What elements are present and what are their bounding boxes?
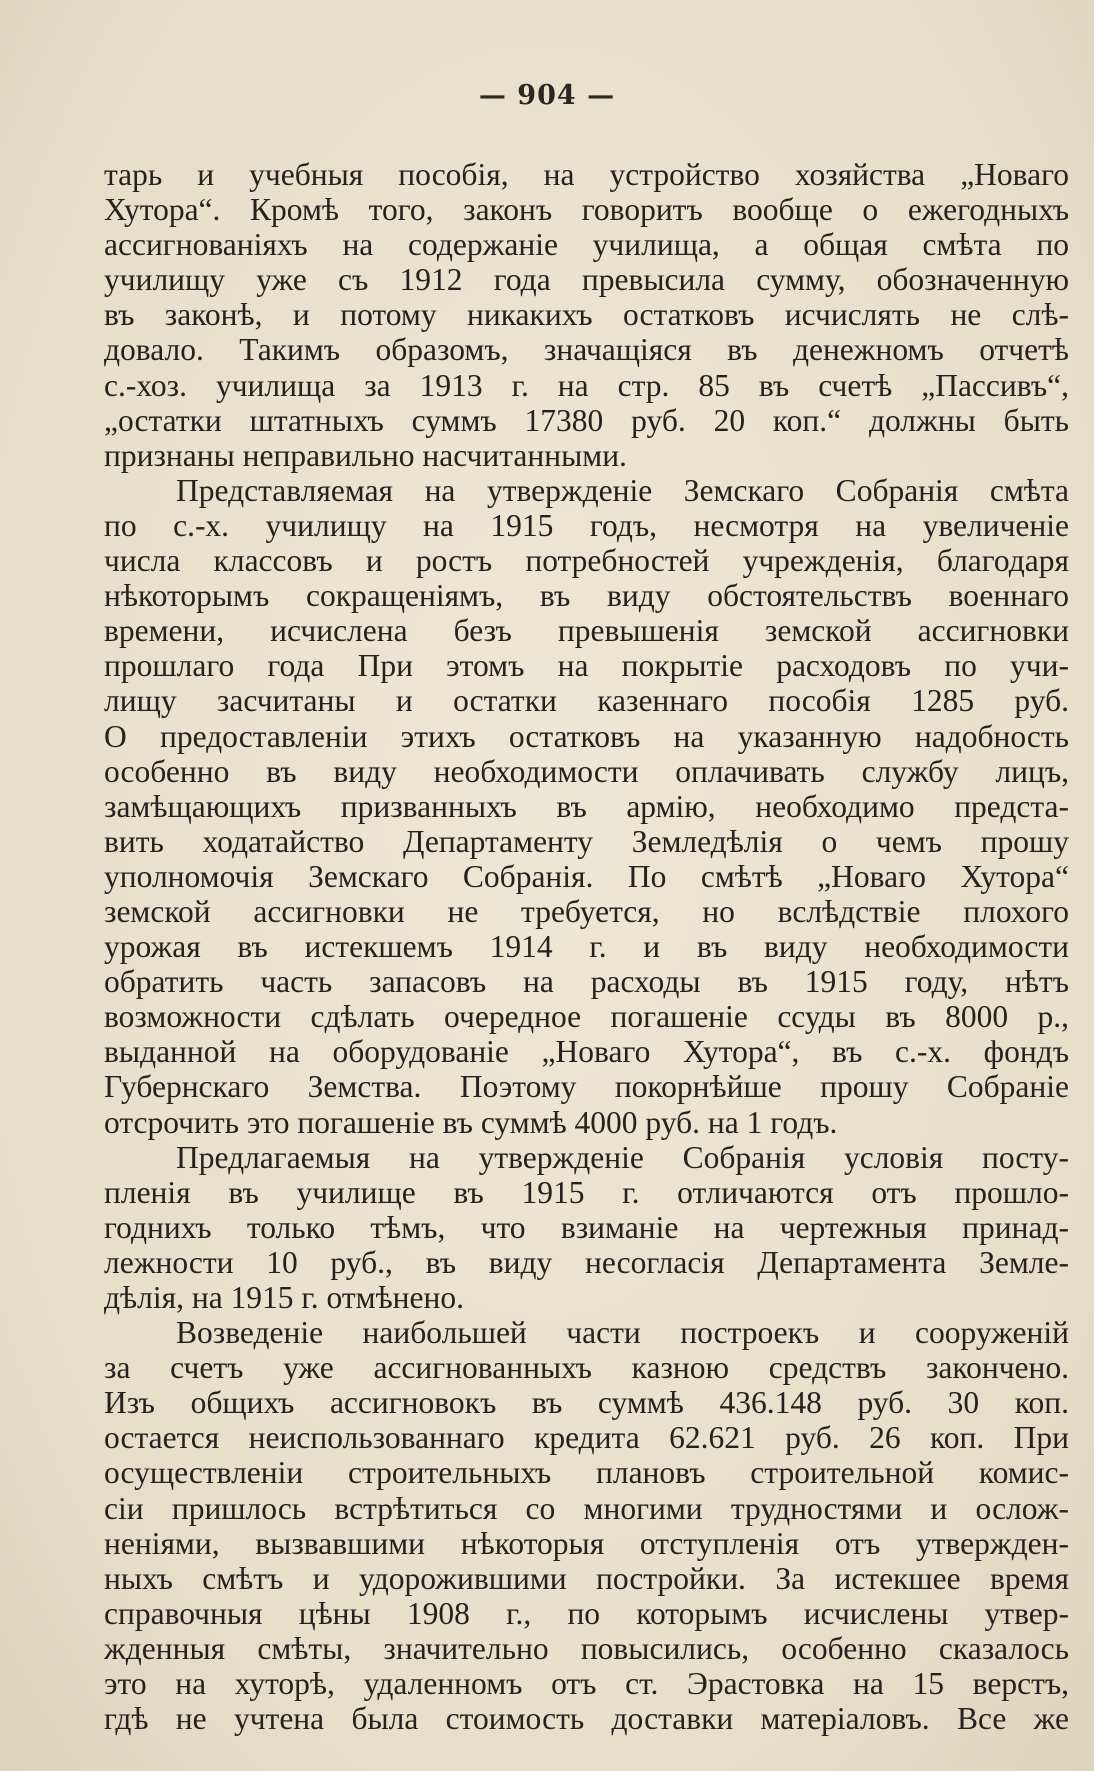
text-line: особенно въ виду необходимости оплачивать службу лицъ,: [104, 753, 1069, 789]
text-line: Губернскаго Земства. Поэтому покорнѣйше прошу Собраніе: [104, 1069, 1069, 1105]
text-line: отсрочить это погашеніе въ суммѣ 4000 руб. на 1 годъ.: [104, 1104, 838, 1140]
text-line: числа классовъ и ростъ потребностей учрежденія, благодаря: [104, 543, 1069, 579]
text-line: замѣщающихъ призванныхъ въ армію, необходимо предста-: [104, 788, 1069, 824]
text-line: выданной на оборудованіе „Новаго Хутора“, въ с.-х. фондъ: [104, 1034, 1069, 1070]
text-line: дѣлія, на 1915 г. отмѣнено.: [104, 1280, 465, 1315]
text-line: лищу засчитаны и остатки казеннаго пособія 1285 руб.: [104, 683, 1069, 719]
text-line: О предоставленіи этихъ остатковъ на указанную надобность: [104, 718, 1069, 754]
text-line: въ законѣ, и потому никакихъ остатковъ исчислять не слѣ-: [104, 297, 1069, 333]
text-line: Хутора“. Кромѣ того, законъ говоритъ вообще о ежегодныхъ: [104, 192, 1069, 228]
text-line: возможности сдѣлать очередное погашеніе ссуды въ 8000 р.,: [104, 999, 1069, 1035]
text-line: лежности 10 руб., въ виду несогласія Департамента Земле-: [104, 1244, 1069, 1280]
text-line: гдѣ не учтена была стоимость доставки матеріаловъ. Все же: [104, 1701, 1069, 1737]
text-line: Представляемая на утвержденіе Земскаго Собранія смѣта: [176, 472, 1069, 508]
text-line: за счетъ уже ассигнованныхъ казною средствъ закончено.: [104, 1350, 1069, 1386]
text-line: годнихъ только тѣмъ, что взиманіе на чертежныя принад-: [104, 1209, 1069, 1245]
text-line: нѣкоторымъ сокращеніямъ, въ виду обстоятельствъ военнаго: [104, 578, 1069, 614]
text-line: это на хуторѣ, удаленномъ отъ ст. Эрастовка на 15 верстъ,: [104, 1666, 1069, 1702]
text-line: довало. Такимъ образомъ, значащіяся въ денежномъ отчетѣ: [104, 332, 1069, 368]
text-line: прошлаго года При этомъ на покрытіе расходовъ по учи-: [104, 648, 1069, 684]
text-line: Возведеніе наибольшей части построекъ и сооруженій: [176, 1315, 1069, 1351]
text-line: по с.-х. училищу на 1915 годъ, несмотря на увеличеніе: [104, 507, 1069, 543]
text-line: урожая въ истекшемъ 1914 г. и въ виду необходимости: [104, 929, 1069, 965]
text-line: сіи пришлось встрѣтиться со многими трудностями и ослож-: [104, 1490, 1069, 1526]
text-line: „остатки штатныхъ суммъ 17380 руб. 20 коп.“ должны быть: [104, 402, 1069, 438]
text-line: пленія въ училище въ 1915 г. отличаются отъ прошло-: [104, 1174, 1069, 1210]
text-line: вить ходатайство Департаменту Земледѣлія о чемъ прошу: [104, 823, 1069, 859]
text-line: обратить часть запасовъ на расходы въ 1915 году, нѣтъ: [104, 964, 1069, 1000]
text-line: осуществленіи строительныхъ плановъ строительной комис-: [104, 1455, 1069, 1491]
text-line: времени, исчислена безъ превышенія земской ассигновки: [104, 613, 1069, 649]
text-line: справочныя цѣны 1908 г., по которымъ исчислены утвер-: [104, 1595, 1069, 1631]
page-number: — 904 —: [478, 80, 616, 111]
text-line: Изъ общихъ ассигновокъ въ суммѣ 436.148 руб. 30 коп.: [104, 1385, 1069, 1421]
text-line: жденныя смѣты, значительно повысились, особенно сказалось: [104, 1630, 1069, 1666]
text-line: земской ассигновки не требуется, но вслѣдствіе плохого: [104, 893, 1069, 929]
text-line: тарь и учебныя пособія, на устройство хозяйства „Новаго: [104, 157, 1069, 192]
body-text: [104, 157, 1069, 1736]
text-line: неніями, вызвавшими нѣкоторыя отступленія отъ утвержден-: [104, 1525, 1069, 1561]
text-line: ныхъ смѣтъ и удорожившими постройки. За истекшее время: [104, 1560, 1069, 1596]
text-line: училищу уже съ 1912 года превысила сумму, обозначенную: [104, 262, 1069, 298]
text-line: Предлагаемыя на утвержденіе Собранія условія посту-: [176, 1139, 1069, 1175]
text-line: остается неиспользованнаго кредита 62.621 руб. 26 коп. При: [104, 1420, 1069, 1456]
text-line: ассигнованіяхъ на содержаніе училища, а общая смѣта по: [104, 227, 1069, 263]
text-line: уполномочія Земскаго Собранія. По смѣтѣ „Новаго Хутора“: [104, 858, 1069, 894]
text-line: признаны неправильно насчитанными.: [104, 437, 627, 473]
text-line: с.-хоз. училища за 1913 г. на стр. 85 въ счетѣ „Пассивъ“,: [104, 367, 1069, 403]
